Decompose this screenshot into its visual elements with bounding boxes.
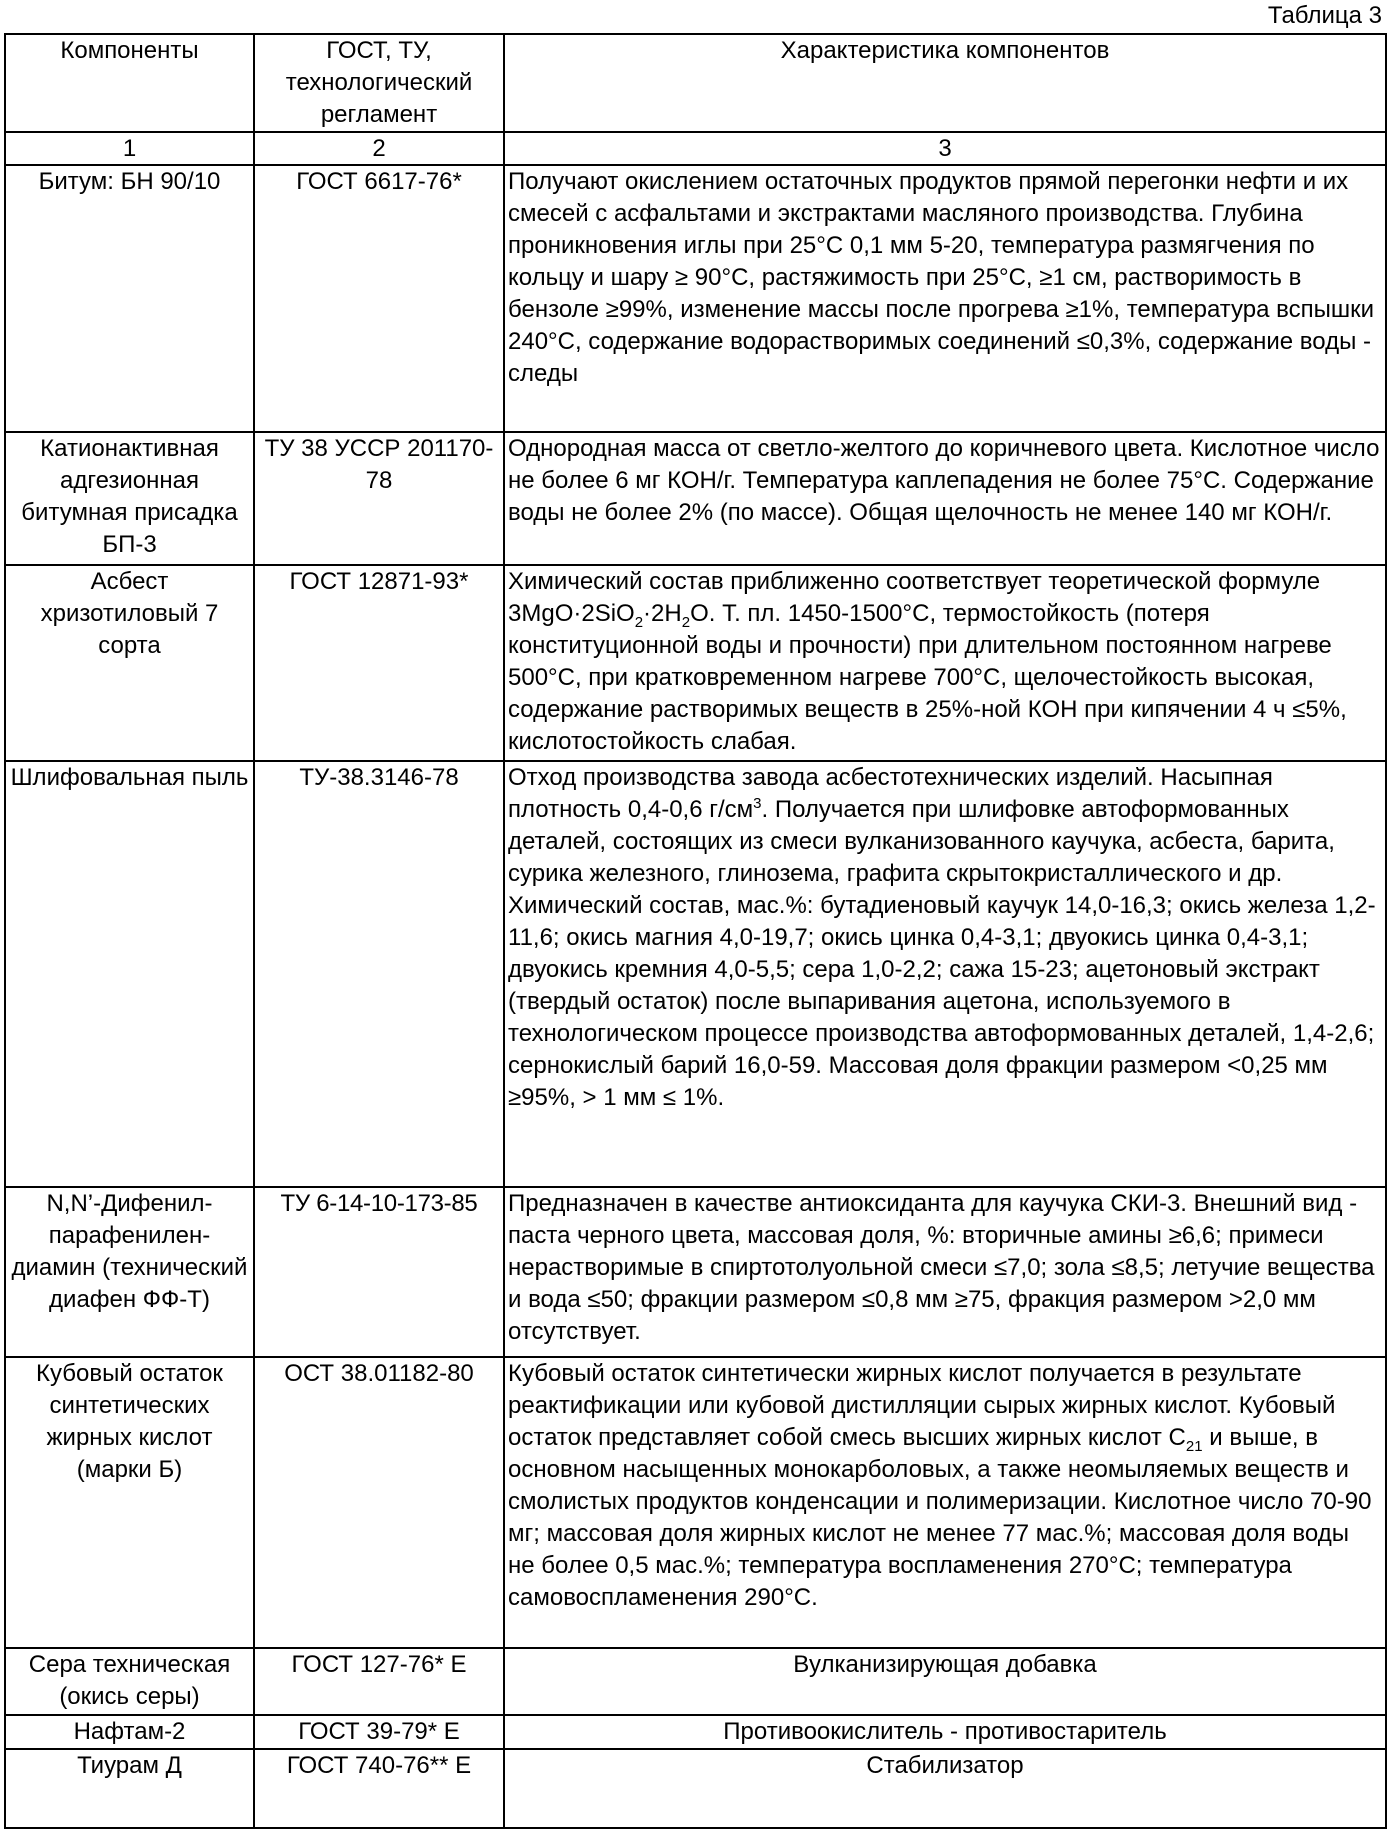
table-header-row — [5, 34, 1386, 132]
component-description: Стабилизатор — [504, 1749, 1386, 1828]
component-description — [504, 761, 1386, 1187]
component-standard: ТУ-38.3146-78 — [254, 761, 504, 1187]
component-standard: ГОСТ 12871-93* — [254, 565, 504, 761]
table-row — [5, 565, 1386, 761]
component-name: Кубовый остаток синтетических жирных кислот (марки Б) — [5, 1357, 254, 1648]
description-text: и выше, в основном насыщенных монокарболовых, а также неомыляемых веществ и смолистых продуктов конденсации и полимеризации. Кислотное число 70-90 мг; массовая доля жирных кислот не менее 77 мас.%; массовая доля воды не более 0,5 мас.%; температура воспламенения 270°С; температура самовоспламенения 290°С. — [508, 1424, 1371, 1611]
column-number-3: 3 — [504, 132, 1386, 165]
column-number-row — [5, 132, 1386, 165]
component-standard: ОСТ 38.01182-80 — [254, 1357, 504, 1648]
description-text: . Получается при шлифовке автоформованных деталей, состоящих из смеси вулканизованного каучука, асбеста, барита, сурика железного, глинозема, графита скрытокристаллического и др. Химический состав, мас.%: бутадиеновый каучук 14,0-16,3; окись железа 1,2-11,6; окись магния 4,0-19,7; окись цинка 0,4-3,1; двуокись цинка 0,4-3,1; двуокись кремния 4,0-5,5; сера 1,0-2,2; сажа 15-23; ацетоновый экстракт (твердый остаток) после выпаривания ацетона, используемого в технологическом процессе производства автоформованных деталей, 1,4-2,6; сернокислый барий 16,0-59. Массовая доля фракции размером <0,25 мм ≥95%, > 1 мм ≤ 1%. — [508, 796, 1376, 1111]
table-row — [5, 165, 1386, 432]
component-name: Тиурам Д — [5, 1749, 254, 1828]
component-name: Сера техническая (окись серы) — [5, 1648, 254, 1715]
component-description: Противоокислитель - противостаритель — [504, 1715, 1386, 1749]
description-text: Химический состав приближенно соответствует теоретической формуле 3MgO·2SiO — [508, 568, 1320, 627]
subscript: 2 — [682, 614, 690, 631]
component-description: Вулканизирующая добавка — [504, 1648, 1386, 1715]
column-number-1: 1 — [5, 132, 254, 165]
component-name: Катионактивная адгезионная битумная присадка БП-3 — [5, 432, 254, 565]
component-name: Нафтам-2 — [5, 1715, 254, 1749]
component-standard: ТУ 6-14-10-173-85 — [254, 1187, 504, 1357]
table-row — [5, 761, 1386, 1187]
component-standard: ГОСТ 127-76* Е — [254, 1648, 504, 1715]
table-row — [5, 1357, 1386, 1648]
component-name: Шлифовальная пыль — [5, 761, 254, 1187]
component-description: Однородная масса от светло-желтого до коричневого цвета. Кислотное число не более 6 мг КОН/г. Температура каплепадения не более 75°С. Содержание воды не более 2% (по массе). Общая щелочность не менее 140 мг КОН/г. — [504, 432, 1386, 565]
component-name: Асбест хризотиловый 7 сорта — [5, 565, 254, 761]
component-standard: ГОСТ 740-76** Е — [254, 1749, 504, 1828]
description-text: O. Т. пл. 1450-1500°С, термостойкость (потеря конституционной воды и прочности) при длительном постоянном нагреве 500°С, при кратковременном нагреве 700°С, щелочестойкость высокая, содержание растворимых веществ в 25%-ной КОН при кипячении 4 ч ≤5%, кислотостойкость слабая. — [508, 600, 1347, 755]
components-table — [4, 33, 1387, 1829]
component-standard: ТУ 38 УССР 201170-78 — [254, 432, 504, 565]
description-text: ·2H — [643, 600, 682, 627]
header-components: Компоненты — [5, 34, 254, 132]
description-text: Отход производства завода асбестотехнических изделий. Насыпная плотность 0,4-0,6 г/см — [508, 764, 1273, 823]
superscript: 3 — [753, 795, 761, 812]
column-number-2: 2 — [254, 132, 504, 165]
component-description: Предназначен в качестве антиоксиданта для каучука СКИ-3. Внешний вид - паста черного цвета, массовая доля, %: вторичные амины ≥6,6; примеси нерастворимые в спиртотолуольной смеси ≤7,0; зола ≤8,5; летучие вещества и вода ≤50; фракции размером ≤0,8 мм ≥75, фракция размером >2,0 мм отсутствует. — [504, 1187, 1386, 1357]
component-description: Получают окислением остаточных продуктов прямой перегонки нефти и их смесей с асфальтами и экстрактами масляного производства. Глубина проникновения иглы при 25°С 0,1 мм 5-20, температура размягчения по кольцу и шару ≥ 90°С, растяжимость при 25°С, ≥1 см, растворимость в бензоле ≥99%, изменение массы после прогрева ≥1%, температура вспышки 240°С, содержание водорастворимых соединений ≤0,3%, содержание воды - следы — [504, 165, 1386, 432]
component-description — [504, 1357, 1386, 1648]
subscript: 2 — [635, 614, 643, 631]
subscript: 21 — [1186, 1438, 1203, 1455]
component-name: N,N’-Дифенил-парафенилен-диамин (технический диафен ФФ-Т) — [5, 1187, 254, 1357]
table-row — [5, 432, 1386, 565]
table-row — [5, 1648, 1386, 1715]
component-standard: ГОСТ 6617-76* — [254, 165, 504, 432]
header-characteristics: Характеристика компонентов — [504, 34, 1386, 132]
table-caption: Таблица 3 — [1268, 2, 1382, 30]
header-standard: ГОСТ, ТУ, технологический регламент — [254, 34, 504, 132]
description-text: Кубовый остаток синтетически жирных кислот получается в результате реактификации или кубовой дистилляции сырых жирных кислот. Кубовый остаток представляет собой смесь высших жирных кислот С — [508, 1360, 1335, 1451]
component-standard: ГОСТ 39-79* Е — [254, 1715, 504, 1749]
component-name: Битум: БН 90/10 — [5, 165, 254, 432]
table-row — [5, 1715, 1386, 1749]
component-description — [504, 565, 1386, 761]
table-row — [5, 1749, 1386, 1828]
table-row — [5, 1187, 1386, 1357]
